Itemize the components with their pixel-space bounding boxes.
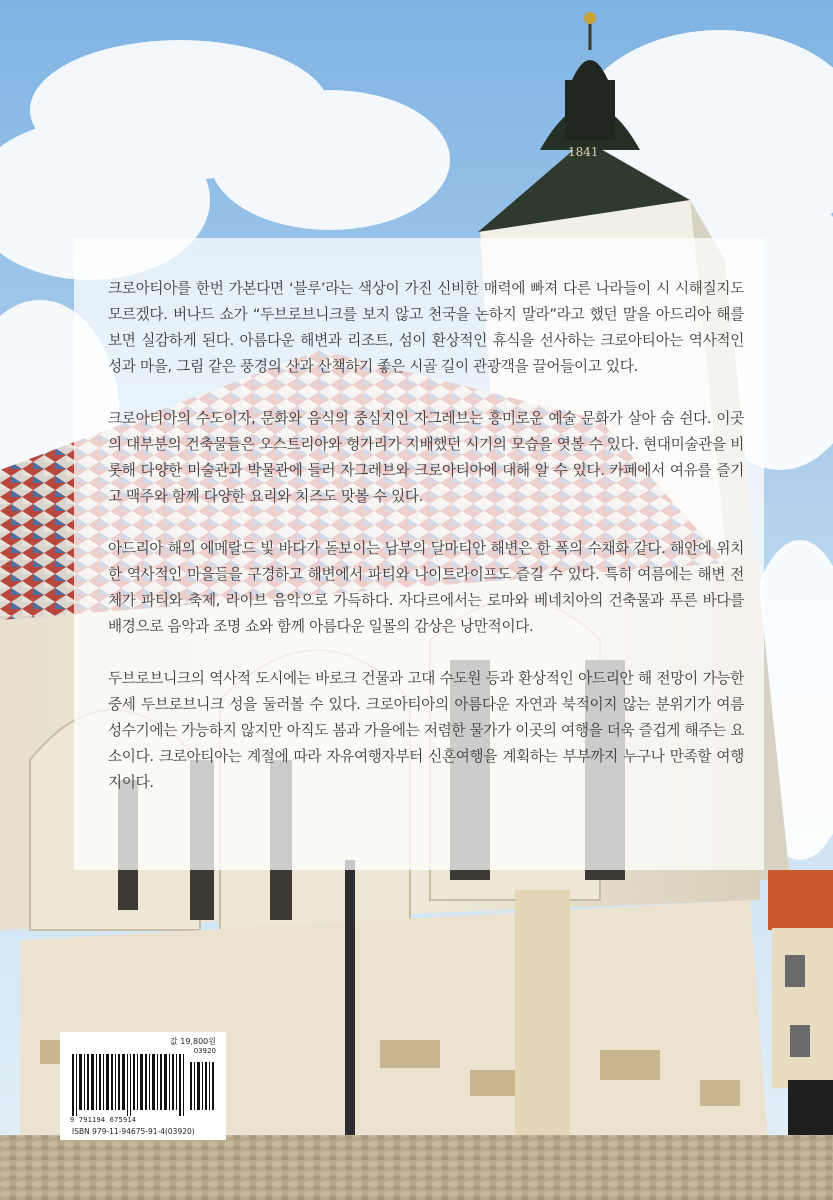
description-paragraph-4: 두브로브니크의 역사적 도시에는 바로크 건물과 고대 수도원 등과 환상적인 아드리안 해 전망이 가능한 중세 두브로브니크 성을 둘러볼 수 있다. 크로아티아의 아름다운 자연과 북적이지 않는 분위기가 여름 성수기에는 가능하지 않지만 아직도 봄과 가을에는 저렴한 물가가 이곳의 여행을 더욱 즐겁게 해주는 요소이다. 크로아티아는 계절에 따라 자유여행자부터 신혼여행을 계획하는 부부까지 누구나 만족할 여행지이다.: [108, 670, 744, 791]
barcode-digits: 9 791194 675914: [70, 1116, 137, 1124]
description-paragraph-2: 크로아티아의 수도이자, 문화와 음식의 중심지인 자그레브는 흥미로운 예술 문화가 살아 숨 쉰다. 이곳의 대부분의 건축물들은 오스트리아와 헝가리가 지배했던 시기의 모습을 엿볼 수 있다. 현대미술관을 비롯해 다양한 미술관과 박물관에 들러 자그레브와 크로아티아에 대해 알 수 있다. 카페에서 여유를 즐기고 맥주와 함께 다양한 요리와 치즈도 맛볼 수 있다.: [108, 410, 744, 505]
addon-code: 03920: [193, 1047, 216, 1055]
description-paragraph-1: 크로아티아를 한번 가본다면 ‘블루’라는 색상이 가진 신비한 매력에 빠져 다른 나라들이 시 시해질지도 모르겠다. 버나드 쇼가 “두브로브니크를 보지 않고 천국을 논하지 말라”라고 했던 말을 아드리아 해를 보면 실감하게 된다. 아름다운 해변과 리조트, 섬이 환상적인 휴식을 선사하는 크로아티아는 역사적인 성과 마을, 그림 같은 풍경의 산과 산책하기 좋은 시골 길이 관광객을 끌어들이고 있다.: [108, 280, 744, 375]
isbn-text: ISBN 979-11-94675-91-4(03920): [72, 1127, 195, 1136]
price-label: 값 19,800원: [170, 1037, 216, 1046]
barcode-graphic: [70, 1054, 216, 1116]
description-paragraph-3: 아드리아 해의 에메랄드 빛 바다가 돋보이는 남부의 달마티안 해변은 한 폭의 수채화 같다. 해안에 위치한 역사적인 마을들을 구경하고 해변에서 파티와 나이트라이프도 즐길 수 있다. 특히 여름에는 해변 전체가 파티와 축제, 라이브 음악으로 가득하다. 자다르에서는 로마와 베네치아의 건축물과 푸른 바다를 배경으로 음악과 조명 쇼와 함께 아름다운 일몰의 감상은 낭만적이다.: [108, 540, 744, 635]
book-description: [108, 276, 744, 822]
isbn-barcode-label: [60, 1032, 226, 1140]
tower-date-inscription: 1841: [568, 145, 599, 159]
